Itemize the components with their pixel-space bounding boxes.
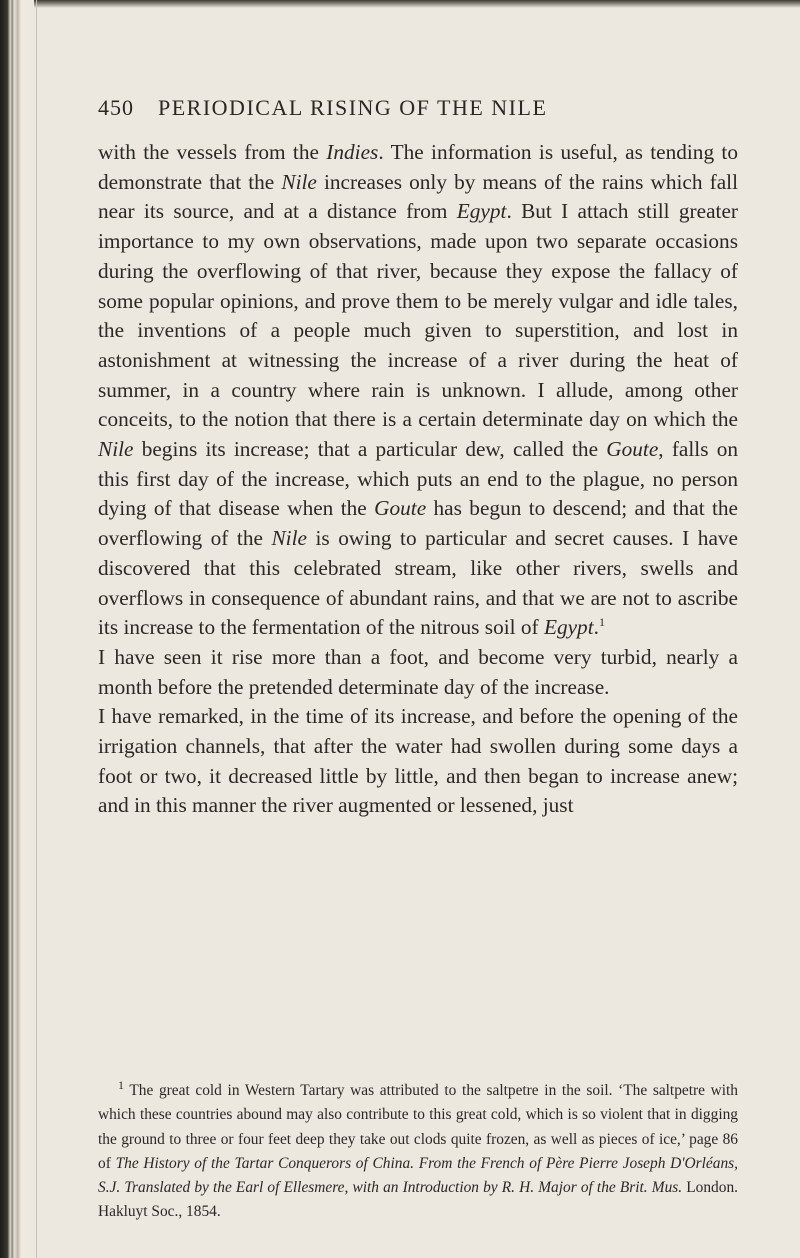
paragraph — [98, 643, 738, 702]
paragraph — [98, 138, 738, 643]
paragraph — [98, 702, 738, 821]
binding-edge-line — [36, 0, 37, 1258]
text-run: increases only by means of the rains which fall near its source, and at a distance from — [98, 169, 738, 224]
page-number: 450 — [98, 95, 134, 120]
running-head-title: PERIODICAL RISING OF THE NILE — [158, 95, 548, 120]
page-top-shadow — [0, 0, 800, 8]
italic-text: Goute — [606, 437, 659, 462]
text-run: has begun to descend; and that the overflowing of the — [98, 496, 739, 551]
italic-text: Egypt — [456, 199, 507, 224]
italic-text: Nile — [281, 169, 317, 194]
text-run: . — [593, 615, 599, 640]
text-run: London. Hakluyt Soc., 1854. — [98, 1179, 738, 1221]
text-run: , falls on this first day of the increase, which puts an end to the plague, no person dying of that disease when the — [98, 437, 739, 521]
italic-text: Goute — [374, 496, 427, 521]
text-run: . The information is useful, as tending to demonstrate that the — [98, 140, 738, 194]
italic-text: The History of the Tartar Conquerors of China. From the French of Père Pierre Joseph D'Orléans, S.J. Translated by the Earl of Ellesmere, with an Introduction by R. H. Major of the Brit. Mus. — [98, 1154, 738, 1197]
running-head — [98, 95, 738, 123]
footnote-marker: 1 — [118, 1077, 124, 1092]
text-run: is owing to particular and secret causes. I have discovered that this celebrated stream, like other rivers, swells and overflows in consequence of abundant rains, and that we are not to ascribe its increase to the fermentation of the nitrous soil of — [98, 526, 739, 640]
italic-text: Indies — [326, 140, 379, 164]
text-run: . But I attach still greater importance to my own observations, made upon two separate occasions during the overflowing of that river, because they expose the fallacy of some popular opinions, and prove them to be merely vulgar and idle tales, the inventions of a people much given to superstition, and lost in astonishment at witnessing the increase of a river during the heat of summer, in a country where rain is unknown. I allude, among other conceits, to the notion that there is a certain determinate day on which the — [98, 199, 739, 432]
body-text — [98, 138, 738, 821]
footnote-marker: 1 — [598, 615, 605, 630]
book-binding-shadow — [0, 0, 34, 1258]
footnote — [98, 1079, 738, 1225]
text-run: The great cold in Western Tartary was attributed to the saltpetre in the soil. ‘The saltpetre with which these countries abound may also contribute to this great cold, which is so violent that in digging the ground to three or four feet deep they take out clods quite frozen, as well as pieces of ice,’ page 86 of — [98, 1082, 738, 1172]
footnotes — [98, 1079, 738, 1225]
text-run: I have remarked, in the time of its increase, and before the opening of the irrigation channels, that after the water had swollen during some days a foot or two, it decreased little by little, and then began to increase anew; and in this manner the river augmented or lessened, just — [98, 704, 738, 818]
text-run: begins its increase; that a particular dew, called the — [133, 437, 607, 462]
italic-text: Nile — [98, 437, 134, 462]
text-run: with the vessels from the — [98, 140, 327, 164]
text-run: I have seen it rise more than a foot, and become very turbid, nearly a month before the pretended determinate day of the increase. — [98, 644, 738, 699]
italic-text: Nile — [271, 526, 307, 551]
italic-text: Egypt — [543, 615, 594, 640]
